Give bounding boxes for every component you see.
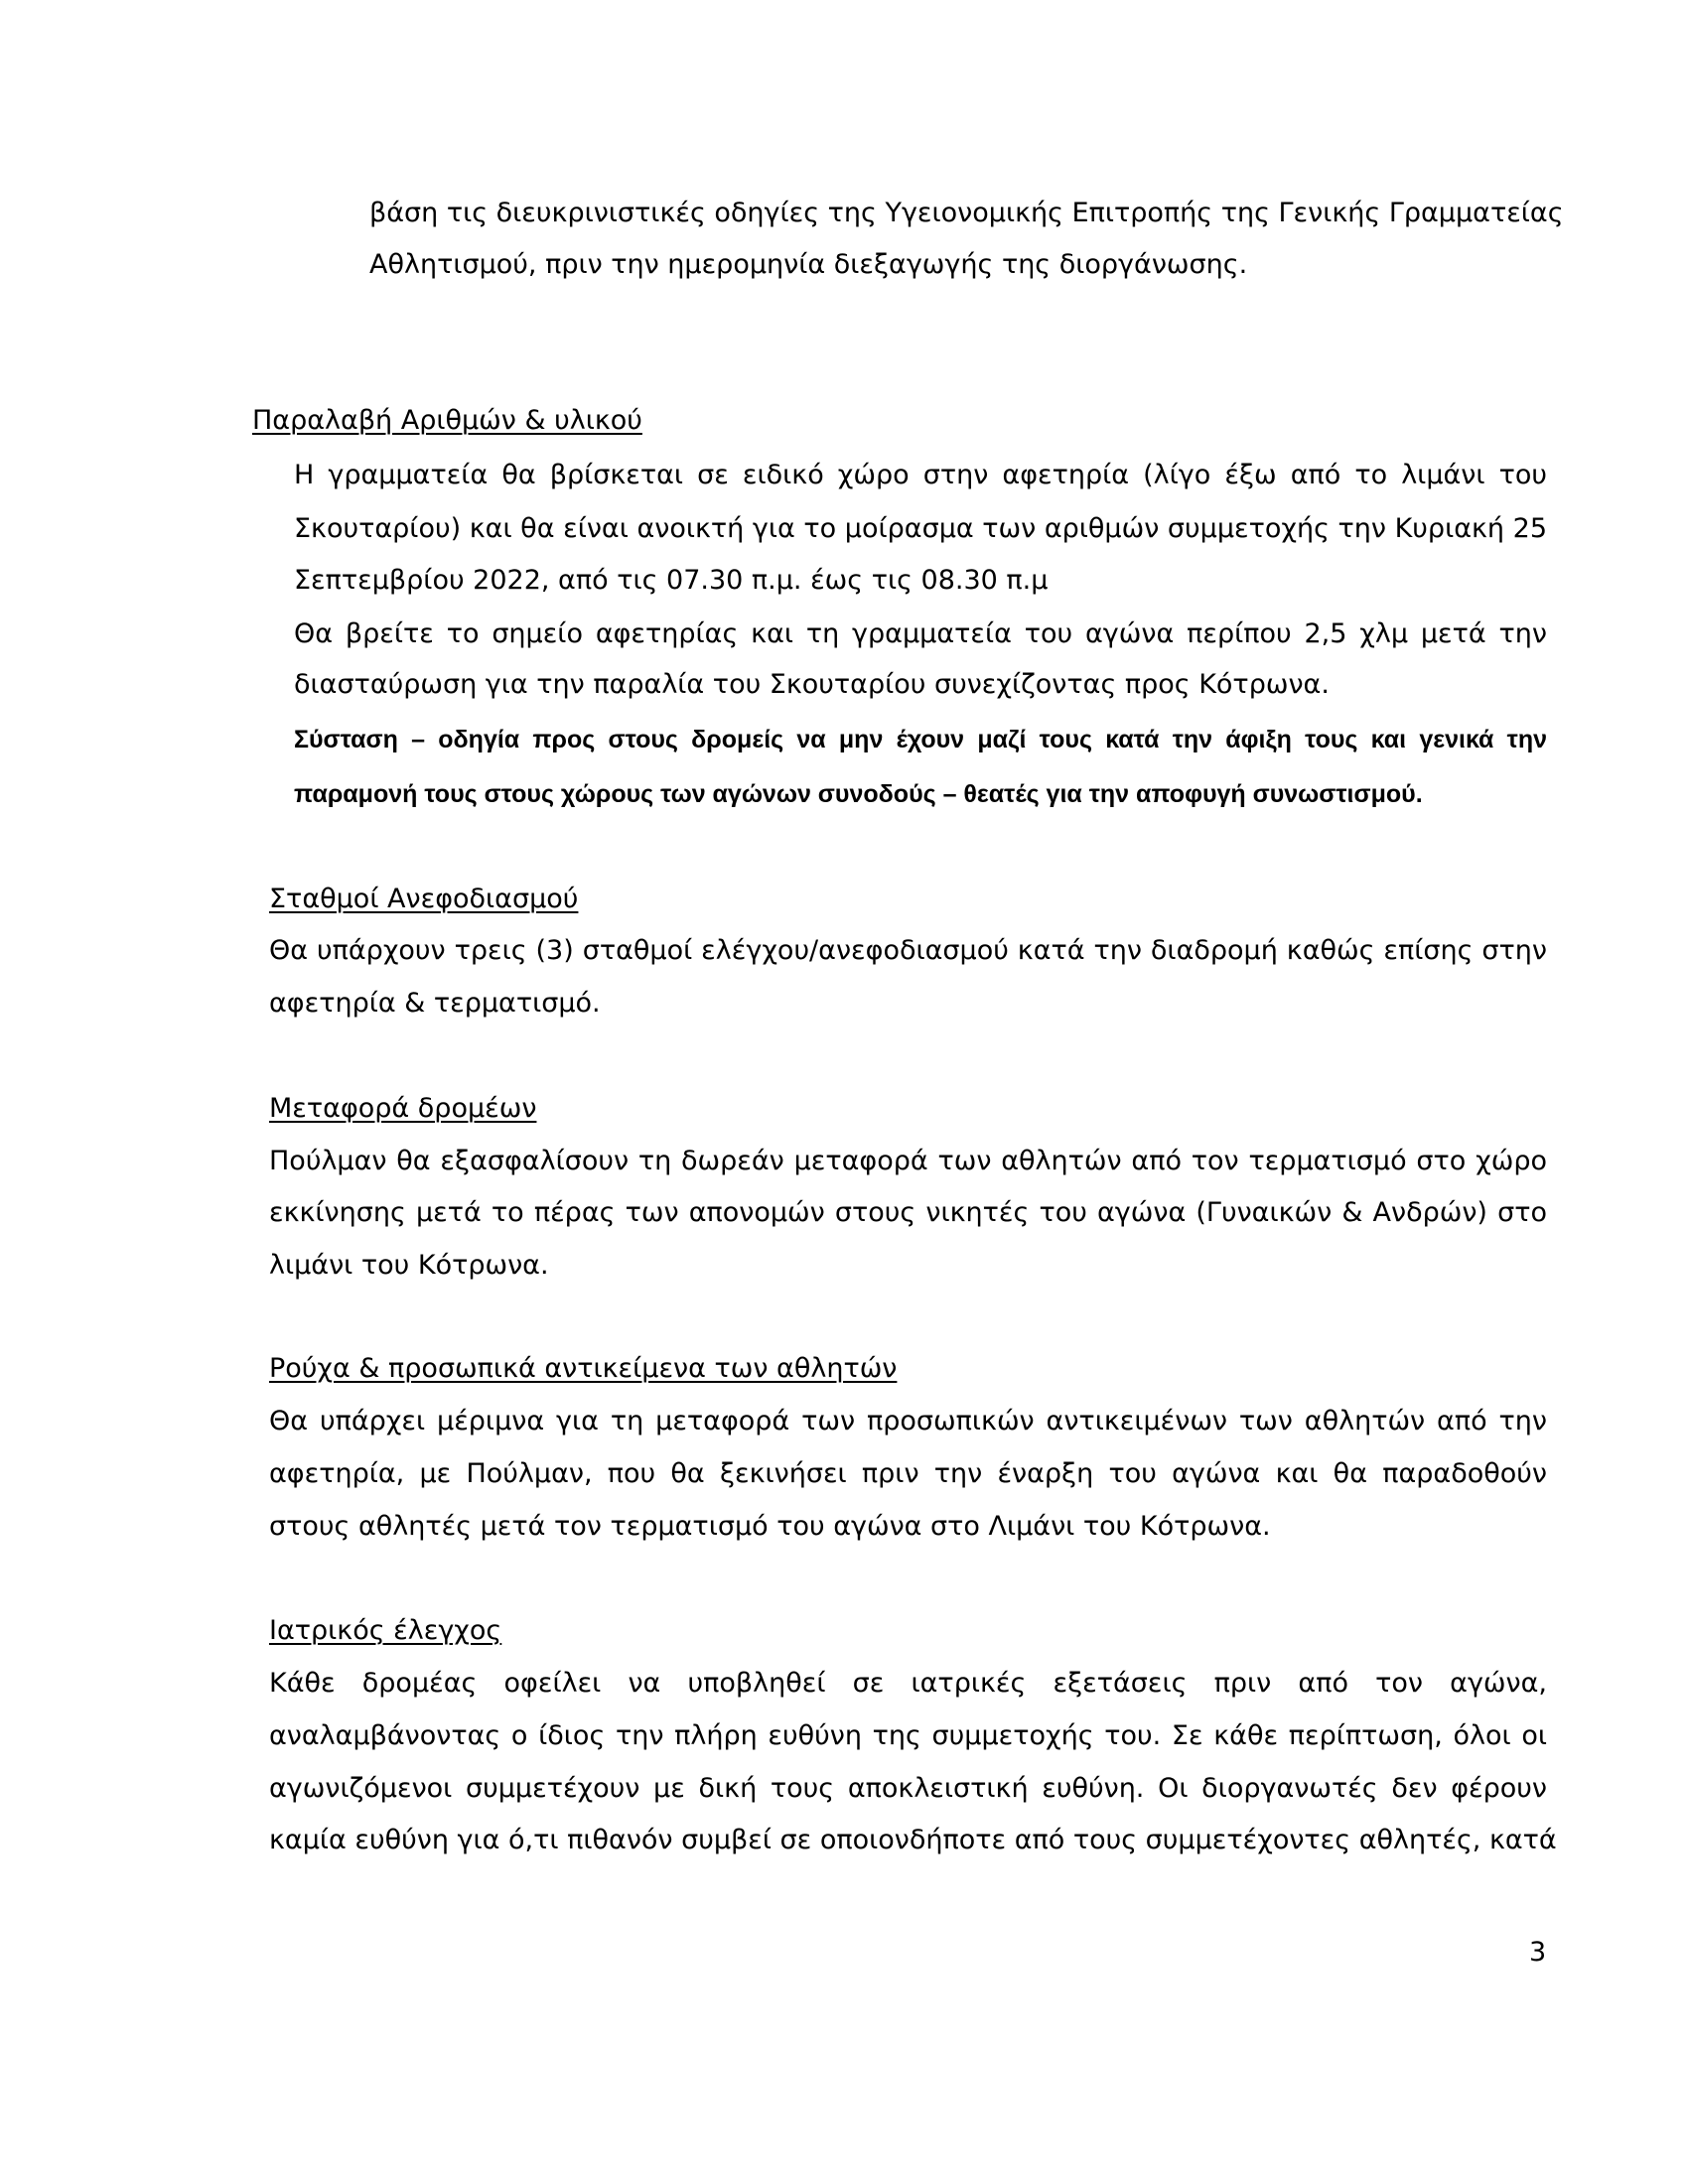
body-line: στους αθλητές μετά τον τερματισμό του αγώνα στο Λιμάνι του Κότρωνα. <box>269 1511 1271 1542</box>
body-line: Θα βρείτε το σημείο αφετηρίας και τη γραμματεία του αγώνα περίπου 2,5 χλμ μετά την <box>294 618 1547 649</box>
body-line: Σκουταρίου) και θα είναι ανοικτή για το μοίρασμα των αριθμών συμμετοχής την Κυριακή 25 <box>294 513 1547 544</box>
body-line: αφετηρία, με Πούλμαν, που θα ξεκινήσει πριν την έναρξη του αγώνα και θα παραδοθούν <box>269 1458 1547 1489</box>
section-heading-number-pickup: Παραλαβή Αριθμών & υλικού <box>252 405 642 436</box>
body-line: αγωνιζόμενοι συμμετέχουν με δική τους αποκλειστική ευθύνη. Οι διοργανωτές δεν φέρουν <box>269 1773 1547 1804</box>
body-line: λιμάνι του Κότρωνα. <box>269 1250 549 1281</box>
body-line: αναλαμβάνοντας ο ίδιος την πλήρη ευθύνη της συμμετοχής του. Σε κάθε περίπτωση, όλοι οι <box>269 1720 1547 1751</box>
section-heading-runner-transport: Μεταφορά δρομέων <box>269 1093 537 1124</box>
recommendation-bold-line: παραμονή τους στους χώρους των αγώνων συνοδούς – θεατές για την αποφυγή συνωστισμού. <box>294 780 1423 808</box>
body-line: καμία ευθύνη για ό,τι πιθανόν συμβεί σε οποιονδήποτε από τους συμμετέχοντες αθλητές, κατά <box>269 1825 1557 1855</box>
section-heading-personal-items: Ρούχα & προσωπικά αντικείμενα των αθλητών <box>269 1353 898 1384</box>
intro-line: Αθλητισμού, πριν την ημερομηνία διεξαγωγής της διοργάνωσης. <box>369 249 1248 280</box>
body-line: Θα υπάρχουν τρεις (3) σταθμοί ελέγχου/ανεφοδιασμού κατά την διαδρομή καθώς επίσης στην <box>269 935 1547 966</box>
recommendation-bold-line: Σύσταση – οδηγία προς στους δρομείς να μην έχουν μαζί τους κατά την άφιξη τους και γενικά την <box>294 726 1547 753</box>
page-number: 3 <box>1529 1937 1547 1968</box>
body-line: Σεπτεμβρίου 2022, από τις 07.30 π.μ. έως τις 08.30 π.μ <box>294 565 1049 596</box>
section-heading-medical-check: Ιατρικός έλεγχος <box>269 1615 502 1646</box>
body-line: Κάθε δρομέας οφείλει να υποβληθεί σε ιατρικές εξετάσεις πριν από τον αγώνα, <box>269 1668 1547 1699</box>
body-line: Θα υπάρχει μέριμνα για τη μεταφορά των προσωπικών αντικειμένων των αθλητών από την <box>269 1406 1547 1436</box>
body-line: Πούλμαν θα εξασφαλίσουν τη δωρεάν μεταφορά των αθλητών από τον τερματισμό στο χώρο <box>269 1146 1547 1176</box>
body-line: διασταύρωση για την παραλία του Σκουταρίου συνεχίζοντας προς Κότρωνα. <box>294 669 1330 700</box>
section-heading-aid-stations: Σταθμοί Ανεφοδιασμού <box>269 884 579 914</box>
intro-line: βάση τις διευκρινιστικές οδηγίες της Υγειονομικής Επιτροπής της Γενικής Γραμματείας <box>369 198 1564 228</box>
body-line: αφετηρία & τερματισμό. <box>269 988 601 1019</box>
body-line: εκκίνησης μετά το πέρας των απονομών στους νικητές του αγώνα (Γυναικών & Ανδρών) στο <box>269 1197 1547 1228</box>
body-line: Η γραμματεία θα βρίσκεται σε ειδικό χώρο στην αφετηρία (λίγο έξω από το λιμάνι του <box>294 460 1547 490</box>
